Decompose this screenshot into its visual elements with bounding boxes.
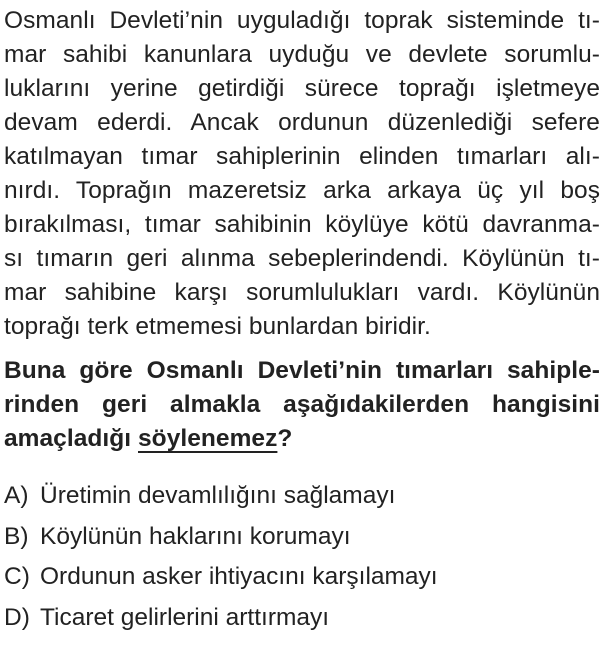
- passage-line: toprağı terk etmemesi bunlardan biridir.: [4, 313, 431, 340]
- option-c[interactable]: [4, 557, 600, 598]
- option-b[interactable]: [4, 517, 600, 558]
- question-line: rinden geri almakla aşağıdakilerden hangisini: [4, 391, 600, 418]
- question-card: [4, 0, 600, 638]
- answer-options: [4, 476, 600, 638]
- question-line: [4, 422, 600, 456]
- passage-text: [4, 0, 600, 344]
- option-text: Köylünün haklarını korumayı: [40, 522, 351, 550]
- passage-line: luklarını yerine getirdiği sürece toprağı işletmeye: [4, 75, 600, 102]
- option-letter: B): [4, 522, 29, 550]
- emphasis-word: söylenemez: [138, 425, 278, 452]
- option-d[interactable]: [4, 598, 600, 639]
- passage-line: sı tımarın geri alınma sebeplerindendi. Köylünün tı-: [4, 245, 600, 272]
- passage-line: bırakılması, tımar sahibinin köylüye kötü davranma-: [4, 211, 600, 238]
- option-a[interactable]: [4, 476, 600, 517]
- passage-line: Osmanlı Devleti’nin uyguladığı toprak sisteminde tı-: [4, 7, 600, 34]
- option-letter: D): [4, 603, 30, 631]
- passage-line: nırdı. Toprağın mazeretsiz arka arkaya üç yıl boş: [4, 177, 600, 204]
- question-mark: ?: [277, 425, 293, 452]
- question-stem: [4, 354, 600, 456]
- passage-line: katılmayan tımar sahiplerinin elinden tımarları alı-: [4, 143, 600, 170]
- option-text: Üretimin devamlılığını sağlamayı: [40, 482, 396, 509]
- passage-line: mar sahibine karşı sorumlulukları vardı. Köylünün: [4, 279, 600, 306]
- option-text: Ordunun asker ihtiyacını karşılamayı: [40, 563, 438, 590]
- passage-line: mar sahibi kanunlara uyduğu ve devlete sorumlu-: [4, 41, 600, 68]
- option-letter: C): [4, 563, 30, 590]
- option-text: Ticaret gelirlerini arttırmayı: [40, 603, 330, 631]
- question-text: amaçladığı: [4, 425, 138, 452]
- option-letter: A): [4, 482, 29, 509]
- passage-line: devam ederdi. Ancak ordunun düzenlediği sefere: [4, 109, 600, 136]
- question-line: Buna göre Osmanlı Devleti’nin tımarları sahiple-: [4, 357, 600, 384]
